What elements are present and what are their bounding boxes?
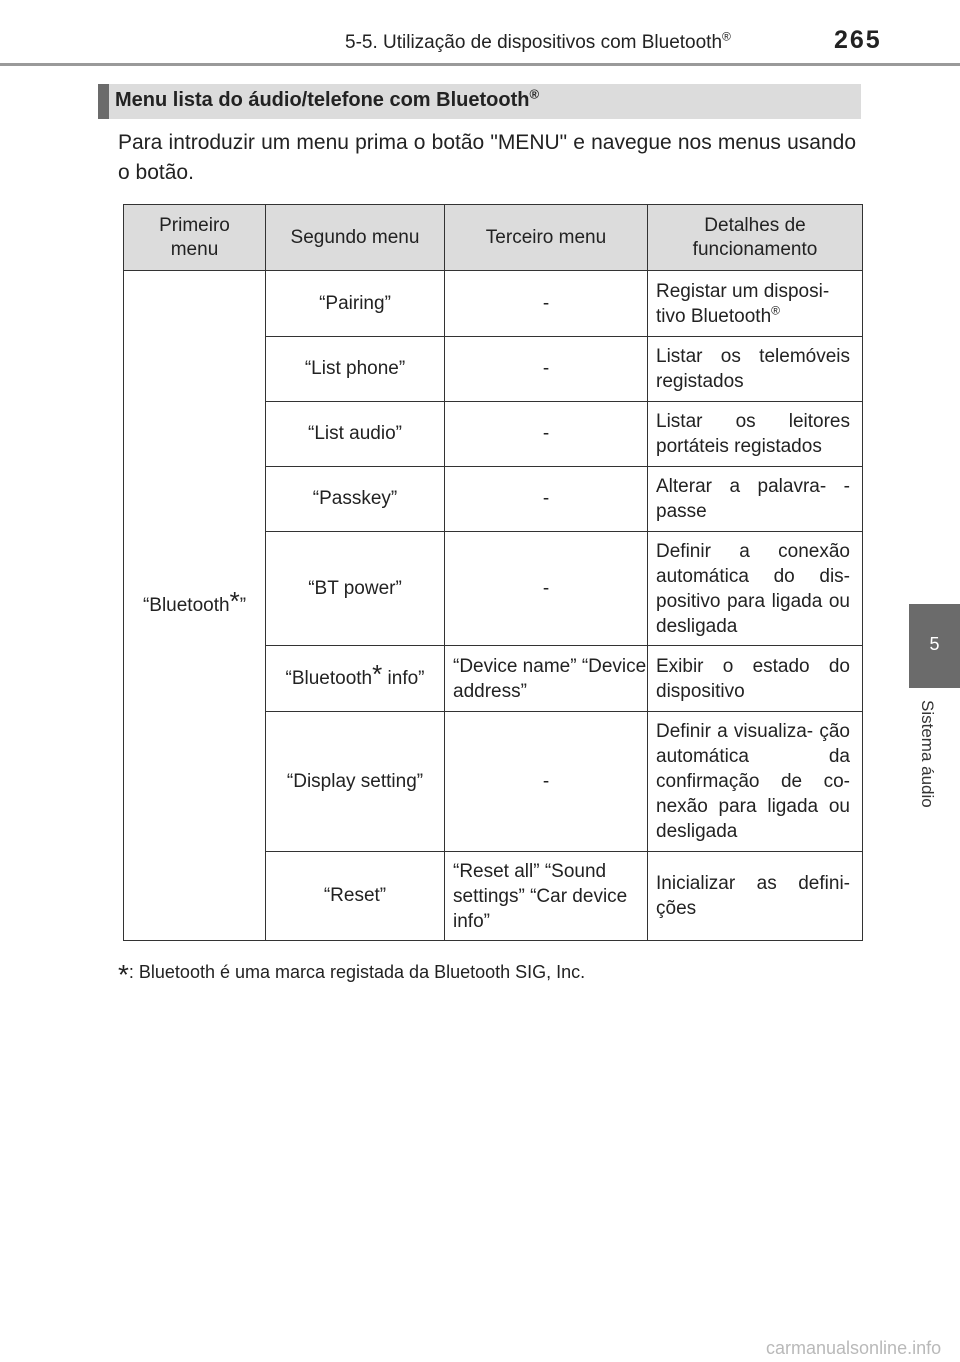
details-cell: Registar um disposi- tivo Bluetooth® xyxy=(648,271,863,337)
header-rule xyxy=(0,63,960,66)
table-header-row xyxy=(124,205,863,271)
details-cell: Listar os telemóveis registados xyxy=(648,337,863,402)
registered-mark: ® xyxy=(722,29,731,44)
registered-mark: ® xyxy=(529,86,540,102)
menu-table xyxy=(123,204,863,941)
details-cell: Definir a conexão automática do dis- positivo para ligada ou desligada xyxy=(648,532,863,646)
page-number: 265 xyxy=(834,26,882,54)
section-heading-accent xyxy=(98,84,109,119)
details-cell: Inicializar as defini- ções xyxy=(648,852,863,941)
chapter-title: 5-5. Utilização de dispositivos com Bluetooth® xyxy=(345,29,731,53)
third-menu-cell: - xyxy=(445,337,648,402)
chapter-tab xyxy=(909,604,960,688)
second-menu-cell: “Display setting” xyxy=(266,712,445,852)
second-menu-cell: “Bluetooth* info” xyxy=(266,646,445,712)
first-menu-cell: “Bluetooth*” xyxy=(124,271,266,941)
third-menu-cell: “Device name” “Device address” xyxy=(445,646,648,712)
second-menu-cell: “Passkey” xyxy=(266,467,445,532)
details-cell: Listar os leitores portáteis registados xyxy=(648,402,863,467)
details-cell: Alterar a palavra- -passe xyxy=(648,467,863,532)
header-details: Detalhes de funcionamento xyxy=(648,205,863,271)
third-menu-cell: - xyxy=(445,467,648,532)
second-menu-cell: “Reset” xyxy=(266,852,445,941)
details-cell: Definir a visualiza- ção automática da confirmação de co- nexão para ligada ou desligada xyxy=(648,712,863,852)
header-first-menu: Primeiro menu xyxy=(124,205,266,271)
second-menu-cell: “BT power” xyxy=(266,532,445,646)
header-second-menu: Segundo menu xyxy=(266,205,445,271)
intro-paragraph: Para introduzir um menu prima o botão "MENU" e navegue nos menus usando o botão. xyxy=(118,131,856,184)
chapter-tab-label: Sistema áudio xyxy=(918,700,937,808)
footnote xyxy=(118,953,586,990)
page-header xyxy=(0,0,960,70)
section-title: Menu lista do áudio/telefone com Bluetooth® xyxy=(115,86,540,111)
footnote-mark: * xyxy=(118,959,129,990)
table-row xyxy=(124,271,863,337)
watermark: carmanualsonline.info xyxy=(766,1338,942,1358)
third-menu-cell: - xyxy=(445,532,648,646)
chapter-tab-number: 5 xyxy=(929,634,940,654)
second-menu-cell: “Pairing” xyxy=(266,271,445,337)
footnote-text: : Bluetooth é uma marca registada da Bluetooth SIG, Inc. xyxy=(128,962,586,982)
third-menu-cell: “Reset all” “Sound settings” “Car device info” xyxy=(445,852,648,941)
third-menu-cell: - xyxy=(445,271,648,337)
third-menu-cell: - xyxy=(445,402,648,467)
header-third-menu: Terceiro menu xyxy=(445,205,648,271)
second-menu-cell: “List phone” xyxy=(266,337,445,402)
third-menu-cell: - xyxy=(445,712,648,852)
details-cell: Exibir o estado do dispositivo xyxy=(648,646,863,712)
section-heading-bar xyxy=(98,84,861,119)
second-menu-cell: “List audio” xyxy=(266,402,445,467)
